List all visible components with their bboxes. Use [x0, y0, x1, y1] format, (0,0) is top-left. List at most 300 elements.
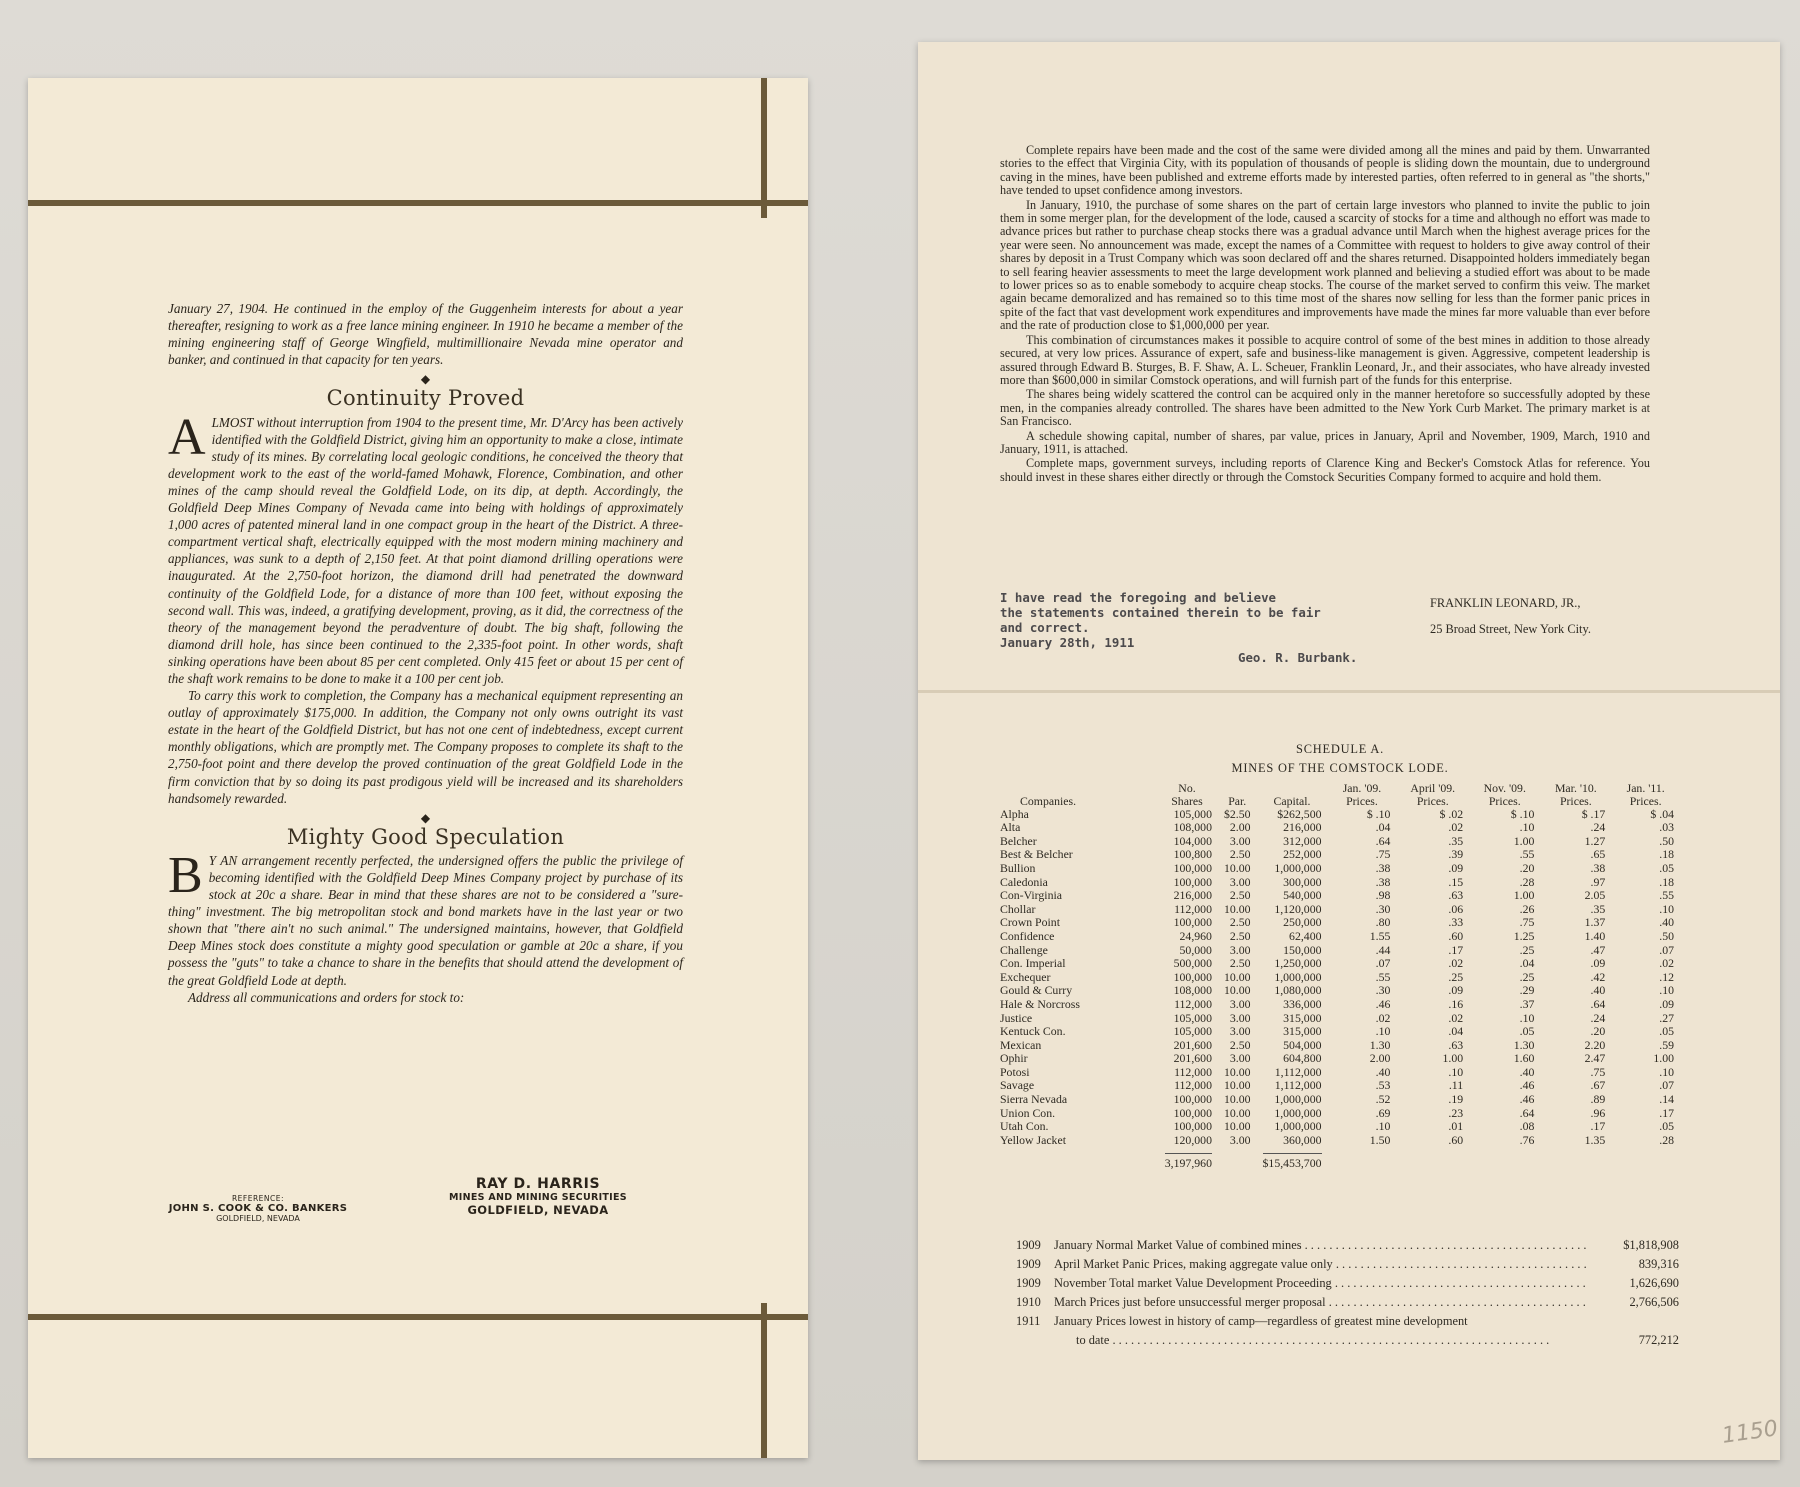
table-cell: 3.00 [1229, 1132, 1251, 1147]
company-name-cell: Con. Imperial [1000, 956, 1066, 971]
table-row [1000, 1012, 1680, 1026]
table-row [1000, 944, 1680, 958]
harris-sub: MINES AND MINING SECURITIES [449, 1192, 627, 1203]
table-cell: .55 [1519, 847, 1535, 862]
table-row [1000, 1066, 1680, 1080]
typed-signature: Geo. R. Burbank. [1238, 650, 1358, 665]
table-cell: .02 [1448, 1010, 1464, 1025]
table-row [1000, 998, 1680, 1012]
table-cell: 1,120,000 [1274, 901, 1322, 916]
table-cell: 1,000,000 [1274, 1105, 1322, 1120]
table-cell: 252,000 [1283, 847, 1322, 862]
table-cell: 112,000 [1174, 1078, 1212, 1093]
table-row [1000, 903, 1680, 917]
table-header-cell: Jan. '11. Prices. [1626, 781, 1665, 808]
table-cell: .18 [1659, 874, 1674, 889]
table-cell: .20 [1519, 860, 1535, 875]
table-cell: 360,000 [1283, 1132, 1322, 1147]
table-header-cell: April '09. Prices. [1410, 781, 1456, 808]
signature-area [1000, 590, 1660, 670]
table-cell: 112,000 [1174, 901, 1212, 916]
table-cell: .02 [1659, 956, 1674, 971]
totals-cell [1000, 1147, 1156, 1171]
table-cell: 1.27 [1584, 833, 1606, 848]
table-cell: .46 [1375, 996, 1391, 1011]
summary-row [1016, 1257, 1679, 1276]
table-cell: .04 [1519, 956, 1535, 971]
table-cell: 100,000 [1173, 874, 1212, 889]
table-cell: .02 [1375, 1010, 1391, 1025]
table-cell: 2.05 [1584, 888, 1606, 903]
company-name-cell: Potosi [1000, 1064, 1030, 1079]
market-summary [1016, 1238, 1679, 1352]
table-header-cell: Jan. '09. Prices. [1342, 781, 1382, 808]
table-cell: 2.50 [1229, 847, 1251, 862]
table-cell: .08 [1519, 1119, 1535, 1134]
table-cell: 1.00 [1653, 1051, 1674, 1066]
continuity-proved-heading: Continuity Proved [326, 386, 525, 411]
summary-description: March Prices just before unsuccessful merger proposal . . . [1054, 1295, 1589, 1310]
table-cell: 10.00 [1223, 969, 1251, 984]
company-name-cell: Con-Virginia [1000, 888, 1062, 903]
table-header-cell: Nov. '09. Prices. [1483, 781, 1526, 808]
table-cell: 1.00 [1442, 1051, 1464, 1066]
table-cell: .12 [1659, 969, 1674, 984]
right-paragraph: The shares being widely scattered the control can be acquired only in the manner heretofore so successfully adopted by these men, in the companies already controlled. The shares have been admitted to the New York Curb Market. The primary market is at San Francisco. [1000, 387, 1650, 429]
table-cell: $ .10 [1366, 806, 1391, 821]
company-name-cell: Gould & Curry [1000, 983, 1073, 998]
table-cell: $ .02 [1439, 806, 1464, 821]
totals-cell [1218, 1147, 1257, 1171]
footer-block [148, 1176, 658, 1236]
company-name-cell: Kentuck Con. [1000, 1024, 1066, 1039]
table-cell: 1.60 [1513, 1051, 1535, 1066]
totals-cell [1396, 1147, 1469, 1171]
table-cell: .07 [1659, 1078, 1674, 1093]
reference-label: REFERENCE: [231, 1194, 285, 1203]
table-cell: .63 [1448, 1037, 1464, 1052]
table-cell: 10.00 [1223, 860, 1251, 875]
right-paragraph: Complete repairs have been made and the cost of the same were divided among all the mines and paid by them. Unwarranted stories to the effect that Virginia City, with its population of thousands of people is sliding down the mountain, due to underground caving in the mines, have been published and extreme efforts made by interested parties, often referred to in general as "the shorts," have tended to upset confidence among investors. [1000, 143, 1650, 198]
table-cell: .09 [1590, 956, 1606, 971]
table-row [1000, 1052, 1680, 1066]
table-cell: 3.00 [1229, 1051, 1251, 1066]
table-cell: .05 [1659, 1024, 1674, 1039]
table-cell: .55 [1375, 969, 1391, 984]
table-cell: 1,250,000 [1274, 956, 1322, 971]
summary-description: January Normal Market Value of combined mines . . . [1054, 1238, 1589, 1253]
table-cell: 100,000 [1173, 969, 1212, 984]
table-cell: .40 [1590, 983, 1606, 998]
table-row [1000, 984, 1680, 998]
table-cell: .40 [1659, 915, 1674, 930]
table-cell: 1.50 [1369, 1132, 1391, 1147]
table-cell: .46 [1519, 1078, 1535, 1093]
table-cell: .64 [1375, 833, 1391, 848]
totals-cell: 3,197,960 [1156, 1147, 1218, 1171]
right-rule-top [761, 78, 767, 218]
summary-year: 1911 [1016, 1314, 1041, 1328]
table-cell: .64 [1590, 996, 1606, 1011]
table-cell: 108,000 [1173, 820, 1212, 835]
right-document-sheet [918, 42, 1780, 1460]
right-paragraph: This combination of circumstances makes it possible to acquire control of some of the best mines in addition to those already secured, at very low prices. Assurance of expert, safe and business-like management is given. Aggressive, competent leadership is assured through Edward B. Sturges, B. F. Shaw, A. L. Scheuer, Franklin Leonard, Jr., and their associates, who have already invested more than $600,000 in similar Comstock operations, and will furnish part of the funds for this enterprise. [1000, 332, 1650, 387]
ornament-diamond: ◆ [420, 372, 431, 387]
table-cell: .10 [1659, 983, 1674, 998]
table-cell: .09 [1448, 983, 1464, 998]
summary-year: 1909 [1016, 1257, 1041, 1271]
table-cell: .64 [1519, 1105, 1535, 1120]
totals-row [1000, 1147, 1680, 1171]
table-cell: 10.00 [1223, 901, 1251, 916]
company-name-cell: Bullion [1000, 860, 1036, 875]
summary-row [1016, 1295, 1679, 1314]
company-name-cell: Utah Con. [1000, 1119, 1049, 1134]
company-name-cell: Chollar [1000, 901, 1036, 916]
table-cell: .05 [1519, 1024, 1535, 1039]
table-cell: 50,000 [1179, 942, 1212, 957]
summary-row [1016, 1276, 1679, 1295]
table-cell: 201,600 [1173, 1037, 1212, 1052]
table-cell: .10 [1519, 820, 1535, 835]
harris-name: RAY D. HARRIS [475, 1176, 601, 1192]
company-name-cell: Crown Point [1000, 915, 1060, 930]
company-name-cell: Savage [1000, 1078, 1035, 1093]
table-row [1000, 957, 1680, 971]
top-rule [28, 200, 808, 206]
table-cell: .80 [1375, 915, 1391, 930]
table-cell: 62,400 [1289, 928, 1322, 943]
table-cell: .89 [1590, 1092, 1606, 1107]
table-cell: .38 [1375, 874, 1391, 889]
table-cell: 2.50 [1229, 888, 1251, 903]
table-cell: .25 [1519, 942, 1535, 957]
table-cell: 112,000 [1174, 996, 1212, 1011]
table-cell: .59 [1659, 1037, 1674, 1052]
table-cell: 504,000 [1283, 1037, 1322, 1052]
table-cell: .39 [1448, 847, 1464, 862]
table-cell: .09 [1659, 996, 1674, 1011]
table-cell: 604,800 [1283, 1051, 1322, 1066]
right-body-text [1000, 144, 1650, 485]
table-cell: 1,000,000 [1274, 969, 1322, 984]
table-cell: .67 [1590, 1078, 1606, 1093]
summary-value: $1,818,908 [1623, 1238, 1679, 1252]
table-cell: 105,000 [1173, 806, 1212, 821]
table-cell: 10.00 [1223, 983, 1251, 998]
table-cell: 108,000 [1173, 983, 1212, 998]
table-cell: .29 [1519, 983, 1535, 998]
company-name-cell: Hale & Norcross [1000, 996, 1080, 1011]
summary-description: January Prices lowest in history of camp—regardless of greatest mine development [1054, 1314, 1468, 1328]
table-cell: $ .10 [1510, 806, 1535, 821]
table-cell: 3.00 [1229, 874, 1251, 889]
table-cell: .40 [1375, 1064, 1391, 1079]
left-body-text [168, 300, 683, 1006]
table-cell: .53 [1375, 1078, 1391, 1093]
table-cell: 24,960 [1179, 928, 1212, 943]
company-name-cell: Alpha [1000, 806, 1029, 821]
table-cell: .30 [1375, 983, 1391, 998]
table-cell: 1,000,000 [1274, 1119, 1322, 1134]
table-cell: 10.00 [1223, 1078, 1251, 1093]
table-cell: 2.50 [1229, 956, 1251, 971]
table-cell: .97 [1590, 874, 1606, 889]
summary-value: 839,316 [1638, 1257, 1679, 1271]
table-cell: 2.50 [1229, 915, 1251, 930]
table-cell: 315,000 [1283, 1024, 1322, 1039]
table-cell: .10 [1448, 1064, 1464, 1079]
totals-cell [1469, 1147, 1540, 1171]
table-cell: .65 [1590, 847, 1606, 862]
summary-description-cont: to date . . . [1076, 1333, 1589, 1348]
table-cell: 10.00 [1223, 1064, 1251, 1079]
table-cell: 100,000 [1173, 1105, 1212, 1120]
table-row [1000, 1093, 1680, 1107]
table-row [1000, 930, 1680, 944]
table-row [1000, 1120, 1680, 1134]
table-cell: .10 [1659, 901, 1674, 916]
table-cell: 1.25 [1513, 928, 1535, 943]
company-name-cell: Alta [1000, 820, 1021, 835]
summary-value: 2,766,506 [1629, 1295, 1679, 1309]
table-cell: .52 [1375, 1092, 1391, 1107]
company-name-cell: Exchequer [1000, 969, 1051, 984]
table-cell: 2.00 [1369, 1051, 1391, 1066]
table-cell: 3.00 [1229, 1024, 1251, 1039]
table-cell: .63 [1448, 888, 1464, 903]
table-cell: 1,000,000 [1274, 860, 1322, 875]
leonard-address: 25 Broad Street, New York City. [1430, 622, 1591, 636]
table-row [1000, 971, 1680, 985]
table-header-cell: Mar. '10. Prices. [1554, 781, 1597, 808]
table-cell: 3.00 [1229, 996, 1251, 1011]
table-row [1000, 876, 1680, 890]
table-row [1000, 1134, 1680, 1148]
table-cell: .25 [1448, 969, 1464, 984]
table-cell: .05 [1659, 860, 1674, 875]
company-name-cell: Confidence [1000, 928, 1055, 943]
table-cell: 104,000 [1173, 833, 1212, 848]
summary-value: 1,626,690 [1629, 1276, 1679, 1290]
right-paragraph: In January, 1910, the purchase of some shares on the part of certain large investors who planned to invite the public to join them in some merger plan, for the development of the lode, caused a scarcity of stocks for a time and although no effort was made to advance prices but rather to purchase cheap stocks there was a gradual advance until March when the highest average prices for the year were seen. No announcement was made, except the names of a Committee with request to holders to give away control of their shares by deposit in a Trust Company which was soon declared off and the shares returned. Disappointed holders immediately began to sell fearing heavier assessments to meet the large development work planned and believing a studied effort was about to be made to lower prices so as to enable somebody to acquire cheap stocks. The course of the market served to confirm this veiw. The market again became demoralized and has remained so to this time most of the shares now selling for less than the former panic prices in spite of the fact that vast development work expenditures and improvements have made the mines far more valuable than ever before and the rate of production close to $1,000,000 per year. [1000, 197, 1650, 333]
table-cell: $262,500 [1277, 806, 1322, 821]
table-cell: .07 [1659, 942, 1674, 957]
totals-cell [1611, 1147, 1680, 1171]
table-cell: 201,600 [1173, 1051, 1212, 1066]
table-cell: 2.50 [1229, 928, 1251, 943]
table-cell: 2.00 [1229, 820, 1251, 835]
table-cell: 105,000 [1173, 1010, 1212, 1025]
table-cell: .10 [1375, 1119, 1391, 1134]
table-cell: .60 [1448, 1132, 1464, 1147]
leonard-name: FRANKLIN LEONARD, JR., [1430, 596, 1581, 610]
table-cell: 100,800 [1173, 847, 1212, 862]
table-cell: .03 [1659, 820, 1674, 835]
table-cell: 1,112,000 [1274, 1064, 1322, 1079]
table-cell: 1.37 [1584, 915, 1606, 930]
company-name-cell: Sierra Nevada [1000, 1092, 1068, 1107]
table-cell: .37 [1519, 996, 1535, 1011]
table-cell: .18 [1659, 847, 1674, 862]
table-cell: .23 [1448, 1105, 1464, 1120]
table-cell: $ .17 [1581, 806, 1606, 821]
table-cell: .24 [1590, 1010, 1606, 1025]
table-cell: .10 [1519, 1010, 1535, 1025]
table-cell: .15 [1448, 874, 1464, 889]
table-cell: 216,000 [1173, 888, 1212, 903]
table-cell: .17 [1590, 1119, 1606, 1134]
table-cell: .60 [1448, 928, 1464, 943]
table-cell: 3.00 [1229, 1010, 1251, 1025]
table-row [1000, 862, 1680, 876]
table-cell: 300,000 [1283, 874, 1322, 889]
table-row [1000, 916, 1680, 930]
company-name-cell: Caledonia [1000, 874, 1048, 889]
table-row [1000, 1079, 1680, 1093]
table-cell: .46 [1519, 1092, 1535, 1107]
left-document-sheet [28, 78, 808, 1458]
company-name-cell: Challenge [1000, 942, 1048, 957]
table-cell: $2.50 [1223, 806, 1251, 821]
table-cell: .27 [1659, 1010, 1674, 1025]
company-name-cell: Union Con. [1000, 1105, 1056, 1120]
reference-city: GOLDFIELD, NEVADA [216, 1214, 300, 1223]
table-cell: .69 [1375, 1105, 1391, 1120]
table-cell: 112,000 [1174, 1064, 1212, 1079]
table-cell: 1,080,000 [1274, 983, 1322, 998]
table-cell: 500,000 [1173, 956, 1212, 971]
totals-cell [1540, 1147, 1611, 1171]
table-cell: .38 [1375, 860, 1391, 875]
summary-value: 772,212 [1638, 1333, 1679, 1347]
table-cell: 100,000 [1173, 915, 1212, 930]
table-cell: 3.00 [1229, 833, 1251, 848]
table-cell: 3.00 [1229, 942, 1251, 957]
totals-cell [1328, 1147, 1397, 1171]
harris-block [418, 1176, 658, 1217]
dropcap-b: B [168, 846, 203, 904]
table-cell: .04 [1375, 820, 1391, 835]
table-cell: .14 [1659, 1092, 1674, 1107]
table-cell: .26 [1519, 901, 1535, 916]
table-cell: .07 [1375, 956, 1391, 971]
company-name-cell: Justice [1000, 1010, 1033, 1025]
table-cell: 100,000 [1173, 860, 1212, 875]
table-cell: 1.35 [1584, 1132, 1606, 1147]
speculation-heading: Mighty Good Speculation [286, 824, 565, 849]
harris-city: GOLDFIELD, NEVADA [467, 1203, 609, 1217]
table-cell: .96 [1590, 1105, 1606, 1120]
table-cell: .75 [1519, 915, 1535, 930]
table-cell: .01 [1448, 1119, 1464, 1134]
table-cell: .55 [1659, 888, 1674, 903]
table-cell: .24 [1590, 820, 1606, 835]
table-row [1000, 889, 1680, 903]
table-cell: .04 [1448, 1024, 1464, 1039]
table-cell: 2.50 [1229, 1037, 1251, 1052]
leonard-block [1430, 590, 1660, 642]
pencil-note: 1150 [1720, 1416, 1780, 1449]
table-cell: .75 [1590, 1064, 1606, 1079]
table-cell: .76 [1519, 1132, 1535, 1147]
table-cell: .40 [1519, 1064, 1535, 1079]
table-cell: .20 [1590, 1024, 1606, 1039]
summary-description: November Total market Value Development Proceeding . . . [1054, 1276, 1589, 1291]
table-header-cell: No. Shares [1171, 781, 1203, 808]
table-cell: .35 [1590, 901, 1606, 916]
table-cell: .05 [1659, 1119, 1674, 1134]
table-cell: 1,112,000 [1274, 1078, 1322, 1093]
page-fold [918, 690, 1780, 693]
summary-year: 1909 [1016, 1276, 1041, 1290]
schedule-a [1000, 742, 1680, 1171]
table-cell: .16 [1448, 996, 1464, 1011]
company-name-cell: Yellow Jacket [1000, 1132, 1066, 1147]
summary-year: 1909 [1016, 1238, 1041, 1252]
table-row [1000, 848, 1680, 862]
speculation-paragraph: Y AN arrangement recently perfected, the undersigned offers the public the privilege of becoming identified with the Goldfield Deep Mines Company project by purchase of its stock at 20c a share. Bear in mind that these shares are not to be considered a "sure-thing" investment. The big metropolitan stock and bond markets have in the last year or two shown that "there ain't no such animal." The undersigned maintains, however, that Goldfield Deep Mines stock does constitute a mighty good speculation or gamble at 20c a share, if you possess the "guts" to take a chance to share in the benefits that should attend the development of the great Goldfield Lode at depth. [168, 852, 683, 988]
table-cell: 120,000 [1173, 1132, 1212, 1147]
table-cell: .75 [1375, 847, 1391, 862]
table-cell: 105,000 [1173, 1024, 1212, 1039]
table-header-row [1000, 782, 1680, 808]
typed-attestation: I have read the foregoing and believe the statements contained therein to be fair and correct. January 28th, 1911 [1000, 590, 1321, 650]
table-cell: .28 [1659, 1132, 1674, 1147]
table-cell: 1,000,000 [1274, 1092, 1322, 1107]
summary-row [1016, 1238, 1679, 1257]
table-cell: .02 [1448, 820, 1464, 835]
table-cell: 150,000 [1283, 942, 1322, 957]
table-row [1000, 835, 1680, 849]
intro-paragraph: January 27, 1904. He continued in the employ of the Guggenheim interests for about a year thereafter, resigning to work as a free lance mining engineer. In 1910 he became a member of the mining engineering staff of George Wingfield, multimillionaire Nevada mine operator and banker, and continued in that capacity for ten years. [168, 301, 683, 368]
company-name-cell: Belcher [1000, 833, 1037, 848]
continuity-paragraph-2: To carry this work to completion, the Company has a mechanical equipment representing an outlay of approximately $175,000. In addition, the Company not only owns outright its vast estate in the heart of the Goldfield District, but has not one cent of indebtedness, except current monthly obligations, which are promptly met. The Company proposes to complete its shaft to the 2,750-foot point and there develop the proved continuation of the great Goldfield Lode in the firm conviction that by so doing its past prodigous yield will be increased and its shareholders handsomely rewarded. [168, 688, 683, 806]
table-header-cell: Par. [1228, 793, 1247, 808]
right-rule-bottom [761, 1303, 767, 1458]
table-cell: 2.20 [1584, 1037, 1606, 1052]
table-cell: .33 [1448, 915, 1464, 930]
table-row [1000, 808, 1680, 822]
table-cell: .28 [1519, 874, 1535, 889]
table-cell: 250,000 [1283, 915, 1322, 930]
table-cell: .50 [1659, 928, 1674, 943]
table-cell: .42 [1590, 969, 1606, 984]
table-cell: 1.00 [1513, 888, 1535, 903]
table-cell: .09 [1448, 860, 1464, 875]
table-row [1000, 1107, 1680, 1121]
table-cell: 10.00 [1223, 1119, 1251, 1134]
table-cell: 1.55 [1369, 928, 1391, 943]
table-cell: $ .04 [1650, 806, 1674, 821]
table-cell: 1.30 [1369, 1037, 1391, 1052]
summary-row [1016, 1314, 1679, 1352]
totals-cell: $15,453,700 [1257, 1147, 1328, 1171]
table-cell: .44 [1375, 942, 1391, 957]
table-cell: 216,000 [1283, 820, 1322, 835]
company-name-cell: Ophir [1000, 1051, 1028, 1066]
table-cell: 540,000 [1283, 888, 1322, 903]
table-cell: .50 [1659, 833, 1674, 848]
dropcap-a: A [168, 408, 206, 466]
table-cell: .06 [1448, 901, 1464, 916]
table-cell: 100,000 [1173, 1092, 1212, 1107]
table-row [1000, 821, 1680, 835]
table-cell: .30 [1375, 901, 1391, 916]
table-cell: .19 [1448, 1092, 1464, 1107]
schedule-subtitle: MINES OF THE COMSTOCK LODE. [1231, 761, 1449, 775]
table-cell: .17 [1659, 1105, 1674, 1120]
